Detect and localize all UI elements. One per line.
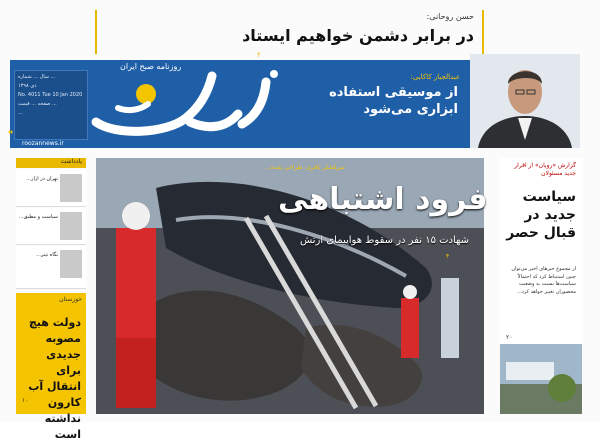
left-column-header (16, 158, 86, 168)
left-feature-page: ۱۰ (22, 397, 29, 404)
left-item-thumb (60, 250, 82, 278)
info-line: سال ... شماره ... (18, 74, 56, 80)
left-item[interactable] (16, 246, 86, 289)
right-kicker: گزارش «رویان» از اقرار جدید مسئولان (514, 162, 576, 177)
columnist-title: از موسیقی استفاده ابزاری می‌شود (329, 85, 458, 117)
masthead-info-box (14, 70, 88, 140)
left-item-text: نگاه تیتر... (36, 252, 58, 258)
info-line: ... (18, 110, 23, 116)
left-item-thumb (60, 174, 82, 202)
left-item[interactable] (16, 208, 86, 245)
columnist-teaser[interactable] (290, 60, 466, 148)
left-item-thumb (60, 212, 82, 240)
main-subheadline: شهادت ۱۵ نفر در سقوط هواپیمای ارتش (300, 235, 470, 246)
top-headline-title: در برابر دشمن خواهیم ایستاد (242, 26, 474, 45)
right-headline: سیاست جدید در قبال حصر (506, 189, 576, 241)
right-page-ref: ۲۰ (506, 334, 513, 341)
left-item[interactable] (16, 170, 86, 207)
info-line: صفحه ... قیمت ... (18, 101, 57, 107)
top-headline-kicker: حسن روحانی: (426, 12, 474, 21)
left-item-text: سیاست و مطبق... (18, 214, 58, 220)
top-headline-box[interactable] (95, 10, 484, 59)
right-body: از مجموع خبرهای اخیر می‌توان چنین استنباط کرد که احتمالاً سیاست‌ها نسبت به وضعیت محصوران تغییر خواهد کرد... (511, 266, 576, 295)
newspaper-logo[interactable] (88, 64, 288, 138)
right-photo[interactable] (500, 344, 582, 414)
logo-tagline: روزنامه صبح ایران (120, 62, 182, 71)
info-line: دی ۱۳۹۸ (18, 83, 37, 89)
main-headline[interactable]: فرود اشتباهی (278, 182, 488, 217)
left-feature-title: دولت هیچ مصوبه جدیدی برای انتقال آب کارون نداشته است (28, 316, 81, 441)
info-line: No. 4011 Tue 10 Jan 2020 (18, 92, 83, 98)
left-item-text: تهران در ازار... (26, 176, 58, 182)
main-page-ref: ۴ (446, 253, 450, 260)
main-kicker: سرلشکر باقری: طراحی شده... (265, 164, 345, 171)
website-url[interactable]: roozannews.ir (22, 140, 64, 147)
quote-icon: ❞ (8, 130, 14, 141)
top-headline-page: ۲ (257, 51, 261, 59)
left-feature-box[interactable] (16, 293, 86, 441)
left-column-header-text: یادداشت (60, 158, 82, 165)
columnist-portrait (470, 54, 580, 148)
left-feature-kicker: خوزستان (59, 296, 82, 303)
columnist-name: عبدالجبار کاکایی: (410, 73, 460, 81)
